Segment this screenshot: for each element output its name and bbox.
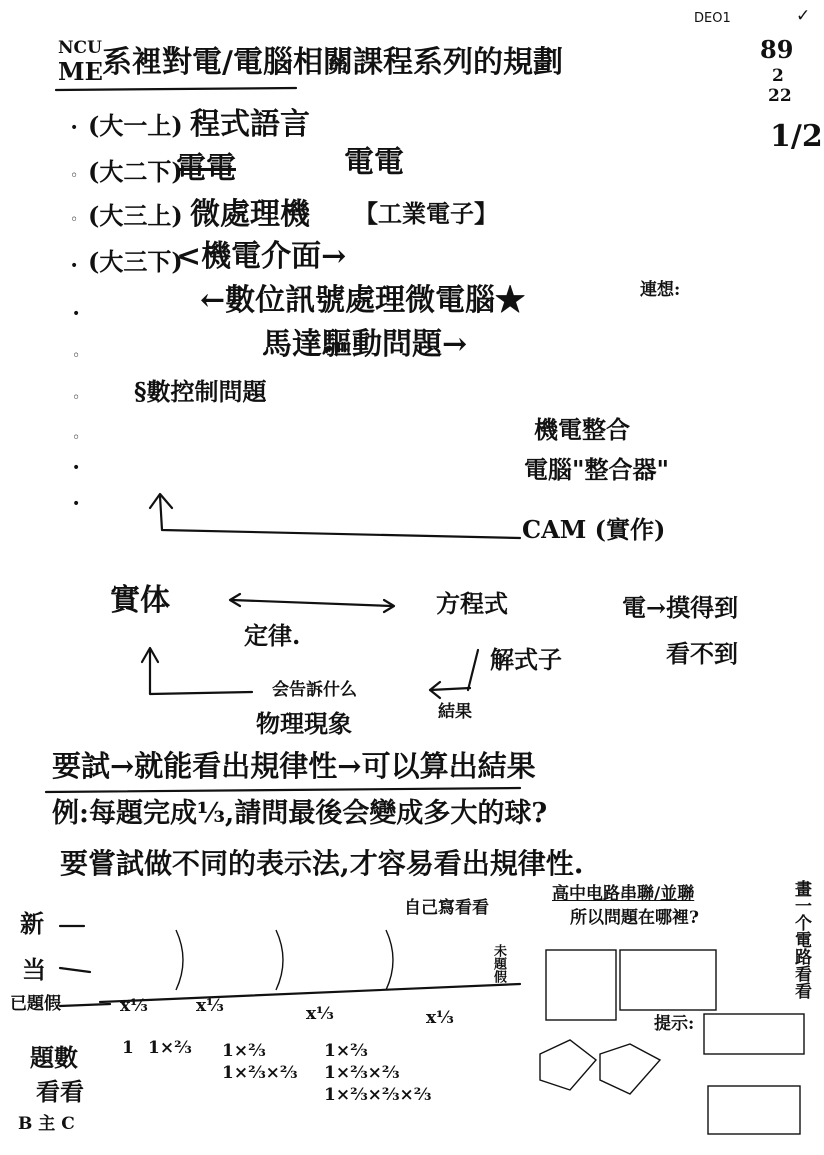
electricity-touch-label: 電→摸得到 xyxy=(622,593,739,622)
try-yourself-note: 自己寫看看 xyxy=(404,898,489,918)
mechatronics-label: 機電整合 xyxy=(534,415,630,444)
return-arrow xyxy=(160,496,520,538)
cam-label: CAM (實作) xyxy=(522,515,666,544)
done-arrow xyxy=(60,1004,110,1006)
meaning-label: 会告訴什么 xyxy=(272,680,357,700)
electricity-see-label: 看不到 xyxy=(666,639,738,668)
page-number: 1/2 xyxy=(770,119,823,154)
course-name-3: 微處理機 xyxy=(190,197,310,232)
bullet-dot: ◦ xyxy=(72,390,81,406)
equation-label: 方程式 xyxy=(436,589,508,618)
arrow-head xyxy=(230,594,240,606)
brace xyxy=(386,930,393,990)
flow-line-control: §數控制問題 xyxy=(134,377,267,406)
date-day: 22 xyxy=(768,86,792,106)
circuit-side-note: 畫一个電路看看 xyxy=(791,880,811,999)
bridge-circuit-2 xyxy=(600,1044,660,1094)
baseline xyxy=(100,984,520,1002)
brace xyxy=(276,930,283,990)
bullet-dot: • xyxy=(72,496,81,512)
solve-label: 解式子 xyxy=(490,645,562,674)
brace xyxy=(176,930,183,990)
bullet-dot: ◦ xyxy=(70,212,79,228)
page-title: 系裡對電/電腦相關課程系列的規劃 xyxy=(102,45,563,80)
circuit-hint: 提示: xyxy=(654,1014,695,1034)
done-label: 已題假 xyxy=(10,994,61,1014)
course-name-2: 電電 xyxy=(176,151,236,186)
solve-arrow xyxy=(468,650,478,690)
flow-line-motor: 馬達驅動問題→ xyxy=(262,327,468,362)
bullet-dot: • xyxy=(70,120,79,136)
law-label: 定律. xyxy=(244,621,301,650)
date-month: 2 xyxy=(772,66,784,86)
circuit-hint-box xyxy=(704,1014,804,1054)
course-bracket-3: 【工業電子】 xyxy=(354,199,498,228)
phenomenon-label: 物理現象 xyxy=(256,709,352,738)
course-term-1: (大一上) xyxy=(88,111,183,140)
title-underline xyxy=(56,88,296,90)
sequence-term-1: 1 xyxy=(122,1038,134,1058)
rows-label-2: 看看 xyxy=(36,1077,84,1106)
course-term-2: (大二下) xyxy=(88,157,183,186)
sequence-term-2: 1×⅔ xyxy=(148,1038,192,1058)
new-label: 新 xyxy=(20,909,44,938)
bullet-dot: • xyxy=(72,306,81,322)
rows-label: 題數 xyxy=(30,1043,78,1072)
fraction-1: x⅓ xyxy=(120,996,148,1016)
course-term-3: (大三上) xyxy=(88,201,183,230)
arrow-head xyxy=(384,600,394,612)
corner-code: DEO1 xyxy=(694,11,731,26)
bullet-dot: • xyxy=(72,460,81,476)
sentence-representation: 要嘗試做不同的表示法,才容易看出規律性. xyxy=(60,847,584,880)
sentence-example: 例:每題完成⅓,請問最後会變成多大的球? xyxy=(52,798,548,829)
header-prefix-top: NCU xyxy=(58,38,102,58)
pc-integrator-label: 電腦"整合器" xyxy=(524,455,670,484)
bridge-circuit-1 xyxy=(540,1040,596,1090)
bullet-dot: • xyxy=(70,258,79,274)
bullet-dot: ◦ xyxy=(72,430,81,446)
flow-line-dsp: ←數位訊號處理微電腦★ xyxy=(200,283,526,318)
circuit-series xyxy=(546,950,616,1020)
circuit-final xyxy=(708,1086,800,1134)
fraction-4: x⅓ xyxy=(426,1008,454,1028)
result-label: 結果 xyxy=(438,702,472,722)
fraction-2: x⅓ xyxy=(196,996,224,1016)
course-name-1: 程式語言 xyxy=(190,107,310,142)
bullet-dot: ◦ xyxy=(72,348,81,364)
circuit-subtitle: 所以問題在哪裡? xyxy=(570,908,699,928)
bullet-dot: ◦ xyxy=(70,168,79,184)
law-arrow xyxy=(232,600,392,606)
sequence-term-4: 1×⅔ 1×⅔×⅔ 1×⅔×⅔×⅔ xyxy=(324,1041,432,1106)
current-label: 当 xyxy=(22,955,46,984)
course-extra-2: 電電 xyxy=(344,145,404,180)
fraction-3: x⅓ xyxy=(306,1004,334,1024)
arrow-head xyxy=(142,648,158,662)
course-name-4: <機電介面→ xyxy=(176,239,347,274)
bc-label: B 主 C xyxy=(18,1114,75,1134)
arrow-head xyxy=(430,682,440,698)
course-term-4: (大三下) xyxy=(88,247,183,276)
circuit-title: 高中电路串聯/並聯 xyxy=(552,884,695,904)
current-arrow xyxy=(60,968,90,972)
header-prefix-bottom: ME xyxy=(58,57,103,86)
result-arrow xyxy=(430,688,470,690)
arrow-head xyxy=(150,494,172,508)
entity-return-arrow xyxy=(150,650,252,694)
unanswered-label: 未題假 xyxy=(491,944,506,983)
date-year: 89 xyxy=(760,35,794,64)
sentence-try: 要試→就能看出規律性→可以算出結果 xyxy=(52,749,536,783)
sentence-underline xyxy=(46,788,520,792)
circuit-parallel xyxy=(620,950,716,1010)
entity-label: 實体 xyxy=(110,583,170,618)
flow-idea: 連想: xyxy=(640,280,681,300)
check-mark: ✓ xyxy=(796,6,811,26)
sequence-term-3: 1×⅔ 1×⅔×⅔ xyxy=(222,1041,298,1084)
